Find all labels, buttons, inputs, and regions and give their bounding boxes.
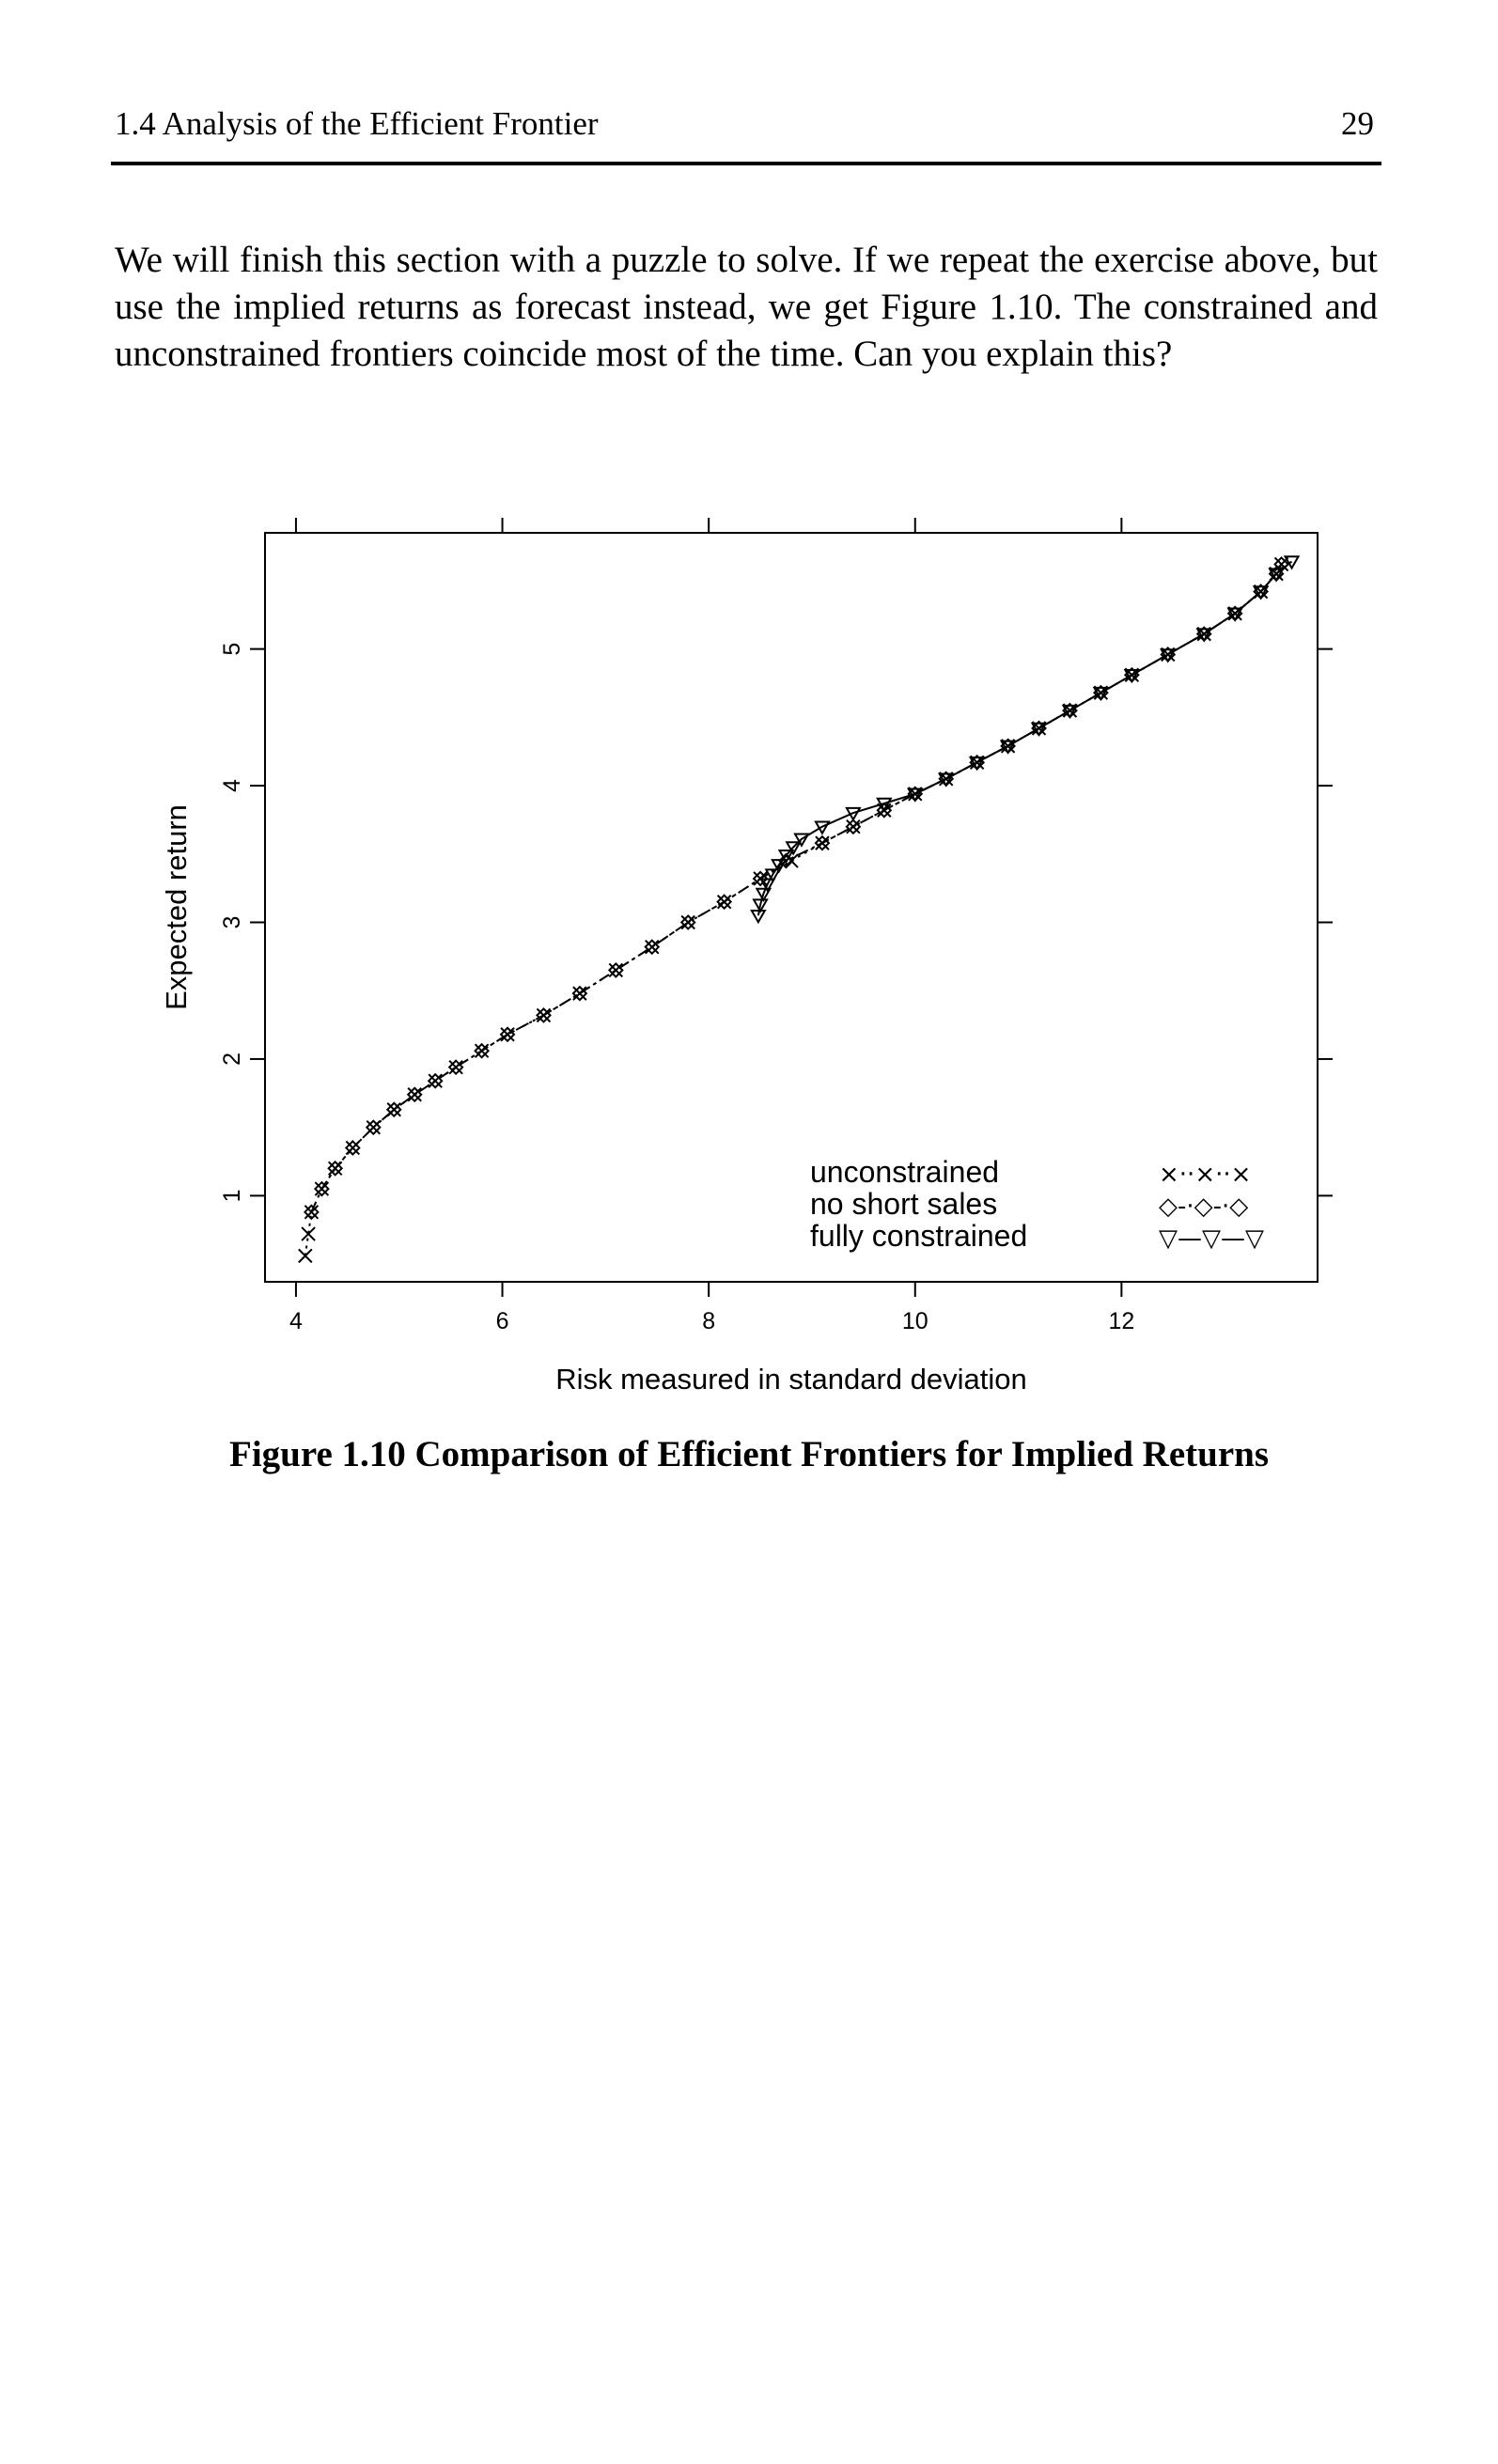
data-point-series-0 bbox=[816, 836, 829, 850]
data-point-series-0 bbox=[718, 896, 731, 909]
page-number: 29 bbox=[1341, 105, 1374, 142]
series-lines bbox=[305, 562, 1292, 1256]
data-point-series-0 bbox=[299, 1249, 312, 1262]
y-tick-label: 3 bbox=[219, 915, 245, 929]
data-point-series-0 bbox=[329, 1162, 342, 1175]
data-point-series-0 bbox=[346, 1141, 359, 1154]
x-tick-label: 8 bbox=[702, 1308, 716, 1334]
data-point-series-0 bbox=[476, 1044, 489, 1057]
data-point-series-0 bbox=[449, 1061, 462, 1074]
x-tick-label: 6 bbox=[495, 1308, 509, 1334]
x-tick-label: 4 bbox=[289, 1308, 303, 1334]
series-markers bbox=[299, 556, 1299, 1262]
data-point-series-0 bbox=[681, 915, 694, 928]
data-point-series-0 bbox=[646, 941, 659, 954]
series-line-2 bbox=[758, 562, 1292, 916]
y-tick-label: 5 bbox=[219, 642, 245, 656]
x-axis-label: Risk measured in standard deviation bbox=[555, 1363, 1027, 1396]
data-point-series-0 bbox=[315, 1182, 328, 1195]
data-point-series-0 bbox=[408, 1088, 421, 1101]
y-tick-label: 2 bbox=[219, 1052, 245, 1066]
data-point-series-0 bbox=[609, 963, 622, 976]
body-paragraph: We will finish this section with a puzzle to solve. If we repeat the exercise above, but use the implied returns as forecast instead, we get Figure 1.10. The constrained and unconstrained frontiers coincide most of the time. Can you explain this? bbox=[115, 240, 1378, 374]
legend-label: fully constrained bbox=[810, 1219, 1028, 1253]
legend-symbol: ×··×··× bbox=[1159, 1161, 1252, 1189]
legend-label: unconstrained bbox=[810, 1155, 1000, 1189]
x-tick-label: 10 bbox=[901, 1308, 928, 1334]
y-tick-label: 1 bbox=[219, 1189, 245, 1203]
data-point-series-0 bbox=[847, 820, 860, 834]
data-point-series-0 bbox=[573, 987, 586, 1000]
section-title: 1.4 Analysis of the Efficient Frontier bbox=[115, 105, 599, 142]
data-point-series-0 bbox=[537, 1008, 550, 1021]
legend bbox=[810, 1155, 1264, 1253]
legend-symbol: ◇-·◇-·◇ bbox=[1159, 1193, 1249, 1221]
x-tick-label: 12 bbox=[1108, 1308, 1135, 1334]
figure-caption: Figure 1.10 Comparison of Efficient Frontiers for Implied Returns bbox=[229, 1434, 1269, 1474]
data-point-series-0 bbox=[367, 1121, 380, 1134]
y-tick-label: 4 bbox=[219, 779, 245, 793]
series-line-1 bbox=[311, 565, 1281, 1212]
series-line-0 bbox=[305, 565, 1282, 1256]
legend-label: no short sales bbox=[810, 1187, 998, 1221]
legend-symbol: ▽—▽—▽ bbox=[1159, 1224, 1264, 1253]
y-axis-label: Expected return bbox=[160, 804, 193, 1010]
data-point-series-0 bbox=[501, 1028, 514, 1041]
data-point-series-0 bbox=[387, 1103, 400, 1116]
data-point-series-0 bbox=[429, 1074, 442, 1087]
